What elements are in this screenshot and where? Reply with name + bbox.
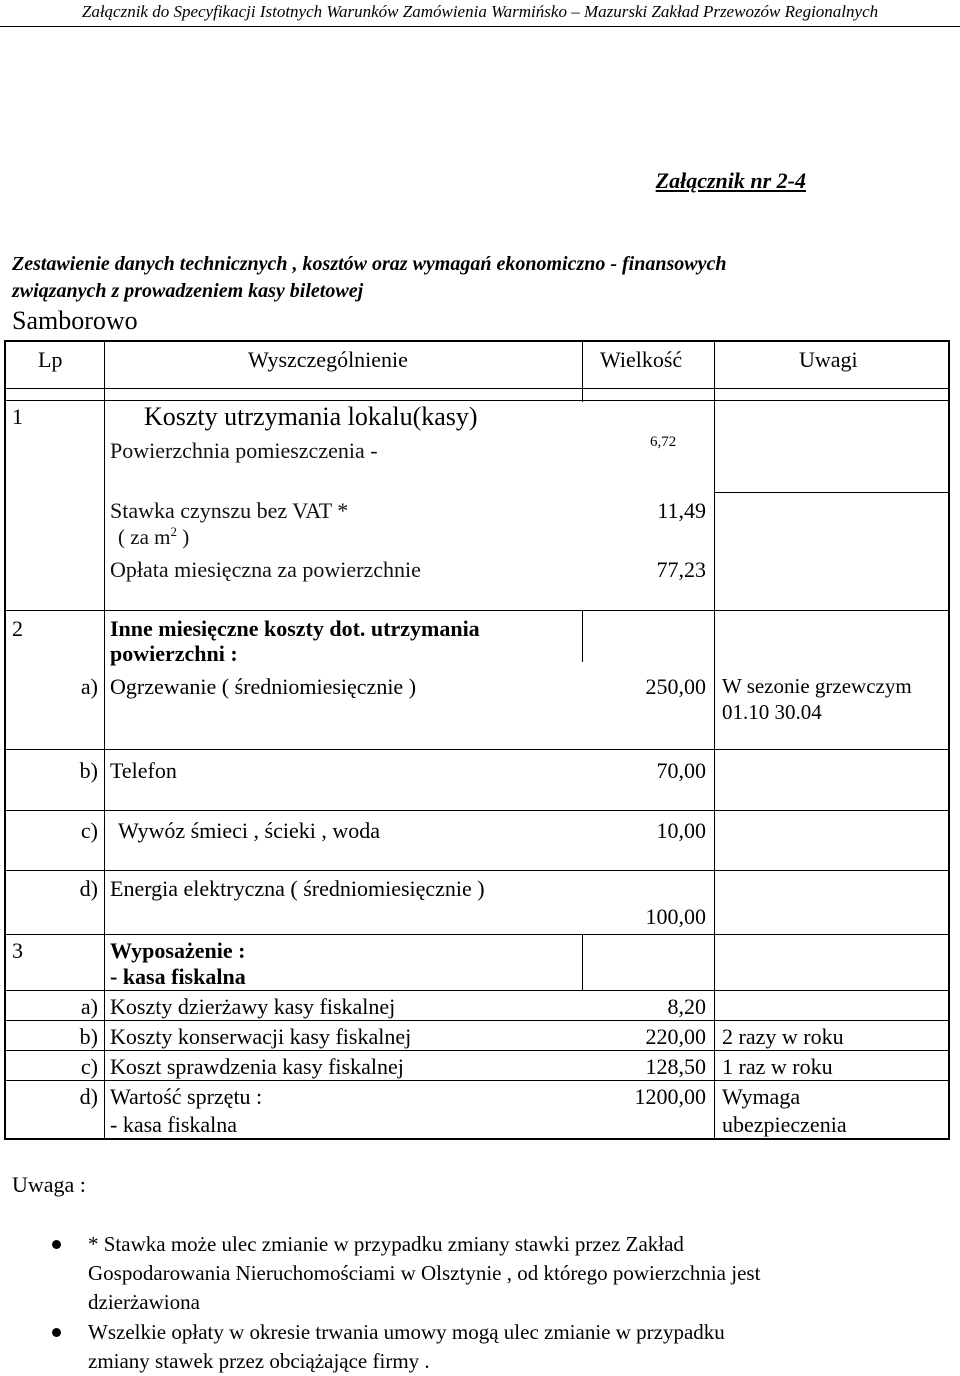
cost-table xyxy=(4,340,950,1140)
header-lp: Lp xyxy=(38,347,63,372)
col-divider-lp xyxy=(104,342,105,1138)
sec1-title: Koszty utrzymania lokalu(kasy) xyxy=(144,402,478,431)
area-label: Powierzchnia pomieszczenia - xyxy=(110,438,378,463)
rent-label: Stawka czynszu bez VAT * xyxy=(110,498,349,523)
header-value: Wielkość xyxy=(600,347,683,372)
sec1-bottom-line xyxy=(6,610,948,611)
col-divider-value-sec3 xyxy=(582,934,583,990)
sec3-d-lp: d) xyxy=(79,1084,98,1109)
sec2-c-lp: c) xyxy=(80,818,98,843)
note-1-line-3: dzierżawiona xyxy=(88,1290,200,1314)
row-c-bottom-line xyxy=(6,870,948,871)
rent-value: 11,49 xyxy=(657,498,706,523)
maintenance-label: Koszty konserwacji kasy fiskalnej xyxy=(110,1024,412,1049)
header-double-line xyxy=(6,400,948,401)
sec3-c-lp: c) xyxy=(80,1054,98,1079)
sec3-title-bottom-line xyxy=(6,990,948,991)
rent-unit: ( za $m^2$ ) xyxy=(118,524,190,549)
sec2-title-line-1: Inne miesięczne koszty dot. utrzymania xyxy=(110,616,480,641)
note-1-line-1: * Stawka może ulec zmianie w przypadku zmiany stawki przez Zakład xyxy=(88,1232,684,1256)
notes-title: Uwaga : xyxy=(12,1172,86,1197)
sec3-lp: 3 xyxy=(12,938,23,963)
sec1-lp: 1 xyxy=(12,404,23,429)
fee-label: Opłata miesięczna za powierzchnie xyxy=(110,557,421,582)
notes-line-1 xyxy=(714,492,948,493)
annex-title: Załącznik nr 2-4 xyxy=(655,168,806,193)
header-rule xyxy=(0,26,960,27)
col-divider-notes xyxy=(714,342,715,1138)
intro-line-1: Zestawienie danych technicznych , kosztów oraz wymagań ekonomiczno - finansowych xyxy=(12,253,727,275)
col-divider-value-sec2 xyxy=(582,610,583,662)
header-bottom-line xyxy=(6,388,948,389)
lease-value: 8,20 xyxy=(667,994,706,1019)
equipment-label-line-1: Wartość sprzętu : xyxy=(110,1084,263,1109)
electricity-value: 100,00 xyxy=(645,904,706,929)
sec3-row-c-line xyxy=(6,1080,948,1081)
maintenance-note: 2 razy w roku xyxy=(722,1024,844,1049)
electricity-label: Energia elektryczna ( średniomiesięcznie ) xyxy=(110,876,485,901)
phone-label: Telefon xyxy=(110,758,177,783)
row-d-bottom-line xyxy=(6,934,948,935)
equipment-label-line-2: - kasa fiskalna xyxy=(110,1112,238,1137)
maintenance-value: 220,00 xyxy=(645,1024,706,1049)
row-b-bottom-line xyxy=(6,810,948,811)
equipment-note-line-2: ubezpieczenia xyxy=(722,1112,847,1137)
sec3-title-line-2: - kasa fiskalna xyxy=(110,964,246,989)
waste-value: 10,00 xyxy=(656,818,706,843)
sec3-b-lp: b) xyxy=(79,1024,98,1049)
heating-note-line-2: 01.10 30.04 xyxy=(722,700,822,724)
sec2-title-line-2: powierzchni : xyxy=(110,641,238,666)
sec2-b-lp: b) xyxy=(79,758,98,783)
heating-label: Ogrzewanie ( średniomiesięcznie ) xyxy=(110,674,417,699)
waste-label: Wywóz śmieci , ścieki , woda xyxy=(118,818,380,843)
sec3-row-b-line xyxy=(6,1050,948,1051)
document-header: Załącznik do Specyfikacji Istotnych Warunków Zamówienia Warmińsko – Mazurski Zakład Przewozów Regionalnych xyxy=(81,2,879,21)
note-2-line-2: zmiany stawek przez obciążające firmy . xyxy=(88,1349,430,1373)
note-1-line-2: Gospodarowania Nieruchomościami w Olsztynie , od którego powierzchnia jest xyxy=(88,1261,761,1285)
sec2-d-lp: d) xyxy=(79,876,98,901)
phone-value: 70,00 xyxy=(656,758,706,783)
fee-value: 77,23 xyxy=(656,557,706,582)
header-notes: Uwagi xyxy=(799,347,858,372)
bullet-icon xyxy=(52,1240,61,1249)
sec2-a-lp: a) xyxy=(80,674,98,699)
inspection-label: Koszt sprawdzenia kasy fiskalnej xyxy=(110,1054,404,1079)
intro-line-2: związanych z prowadzeniem kasy biletowej xyxy=(12,280,364,302)
inspection-note: 1 raz w roku xyxy=(722,1054,833,1079)
area-value: 6,72 xyxy=(650,434,677,450)
lease-label: Koszty dzierżawy kasy fiskalnej xyxy=(110,994,396,1019)
sec2-lp: 2 xyxy=(12,616,23,641)
heating-note-line-1: W sezonie grzewczym xyxy=(722,674,912,698)
note-2-line-1: Wszelkie opłaty w okresie trwania umowy mogą ulec zmianie w przypadku xyxy=(88,1320,725,1344)
inspection-value: 128,50 xyxy=(645,1054,706,1079)
row-a-bottom-line xyxy=(6,749,948,750)
equipment-value: 1200,00 xyxy=(634,1084,706,1109)
sec3-row-a-line xyxy=(6,1020,948,1021)
header-description: Wyszczególnienie xyxy=(248,347,408,372)
bullet-icon xyxy=(52,1328,61,1337)
sec3-title-line-1: Wyposażenie : xyxy=(110,938,246,963)
heating-value: 250,00 xyxy=(645,674,706,699)
col-divider-value-header xyxy=(582,342,583,402)
sec3-a-lp: a) xyxy=(80,994,98,1019)
equipment-note-line-1: Wymaga xyxy=(722,1084,801,1109)
place-name: Samborowo xyxy=(12,306,138,335)
